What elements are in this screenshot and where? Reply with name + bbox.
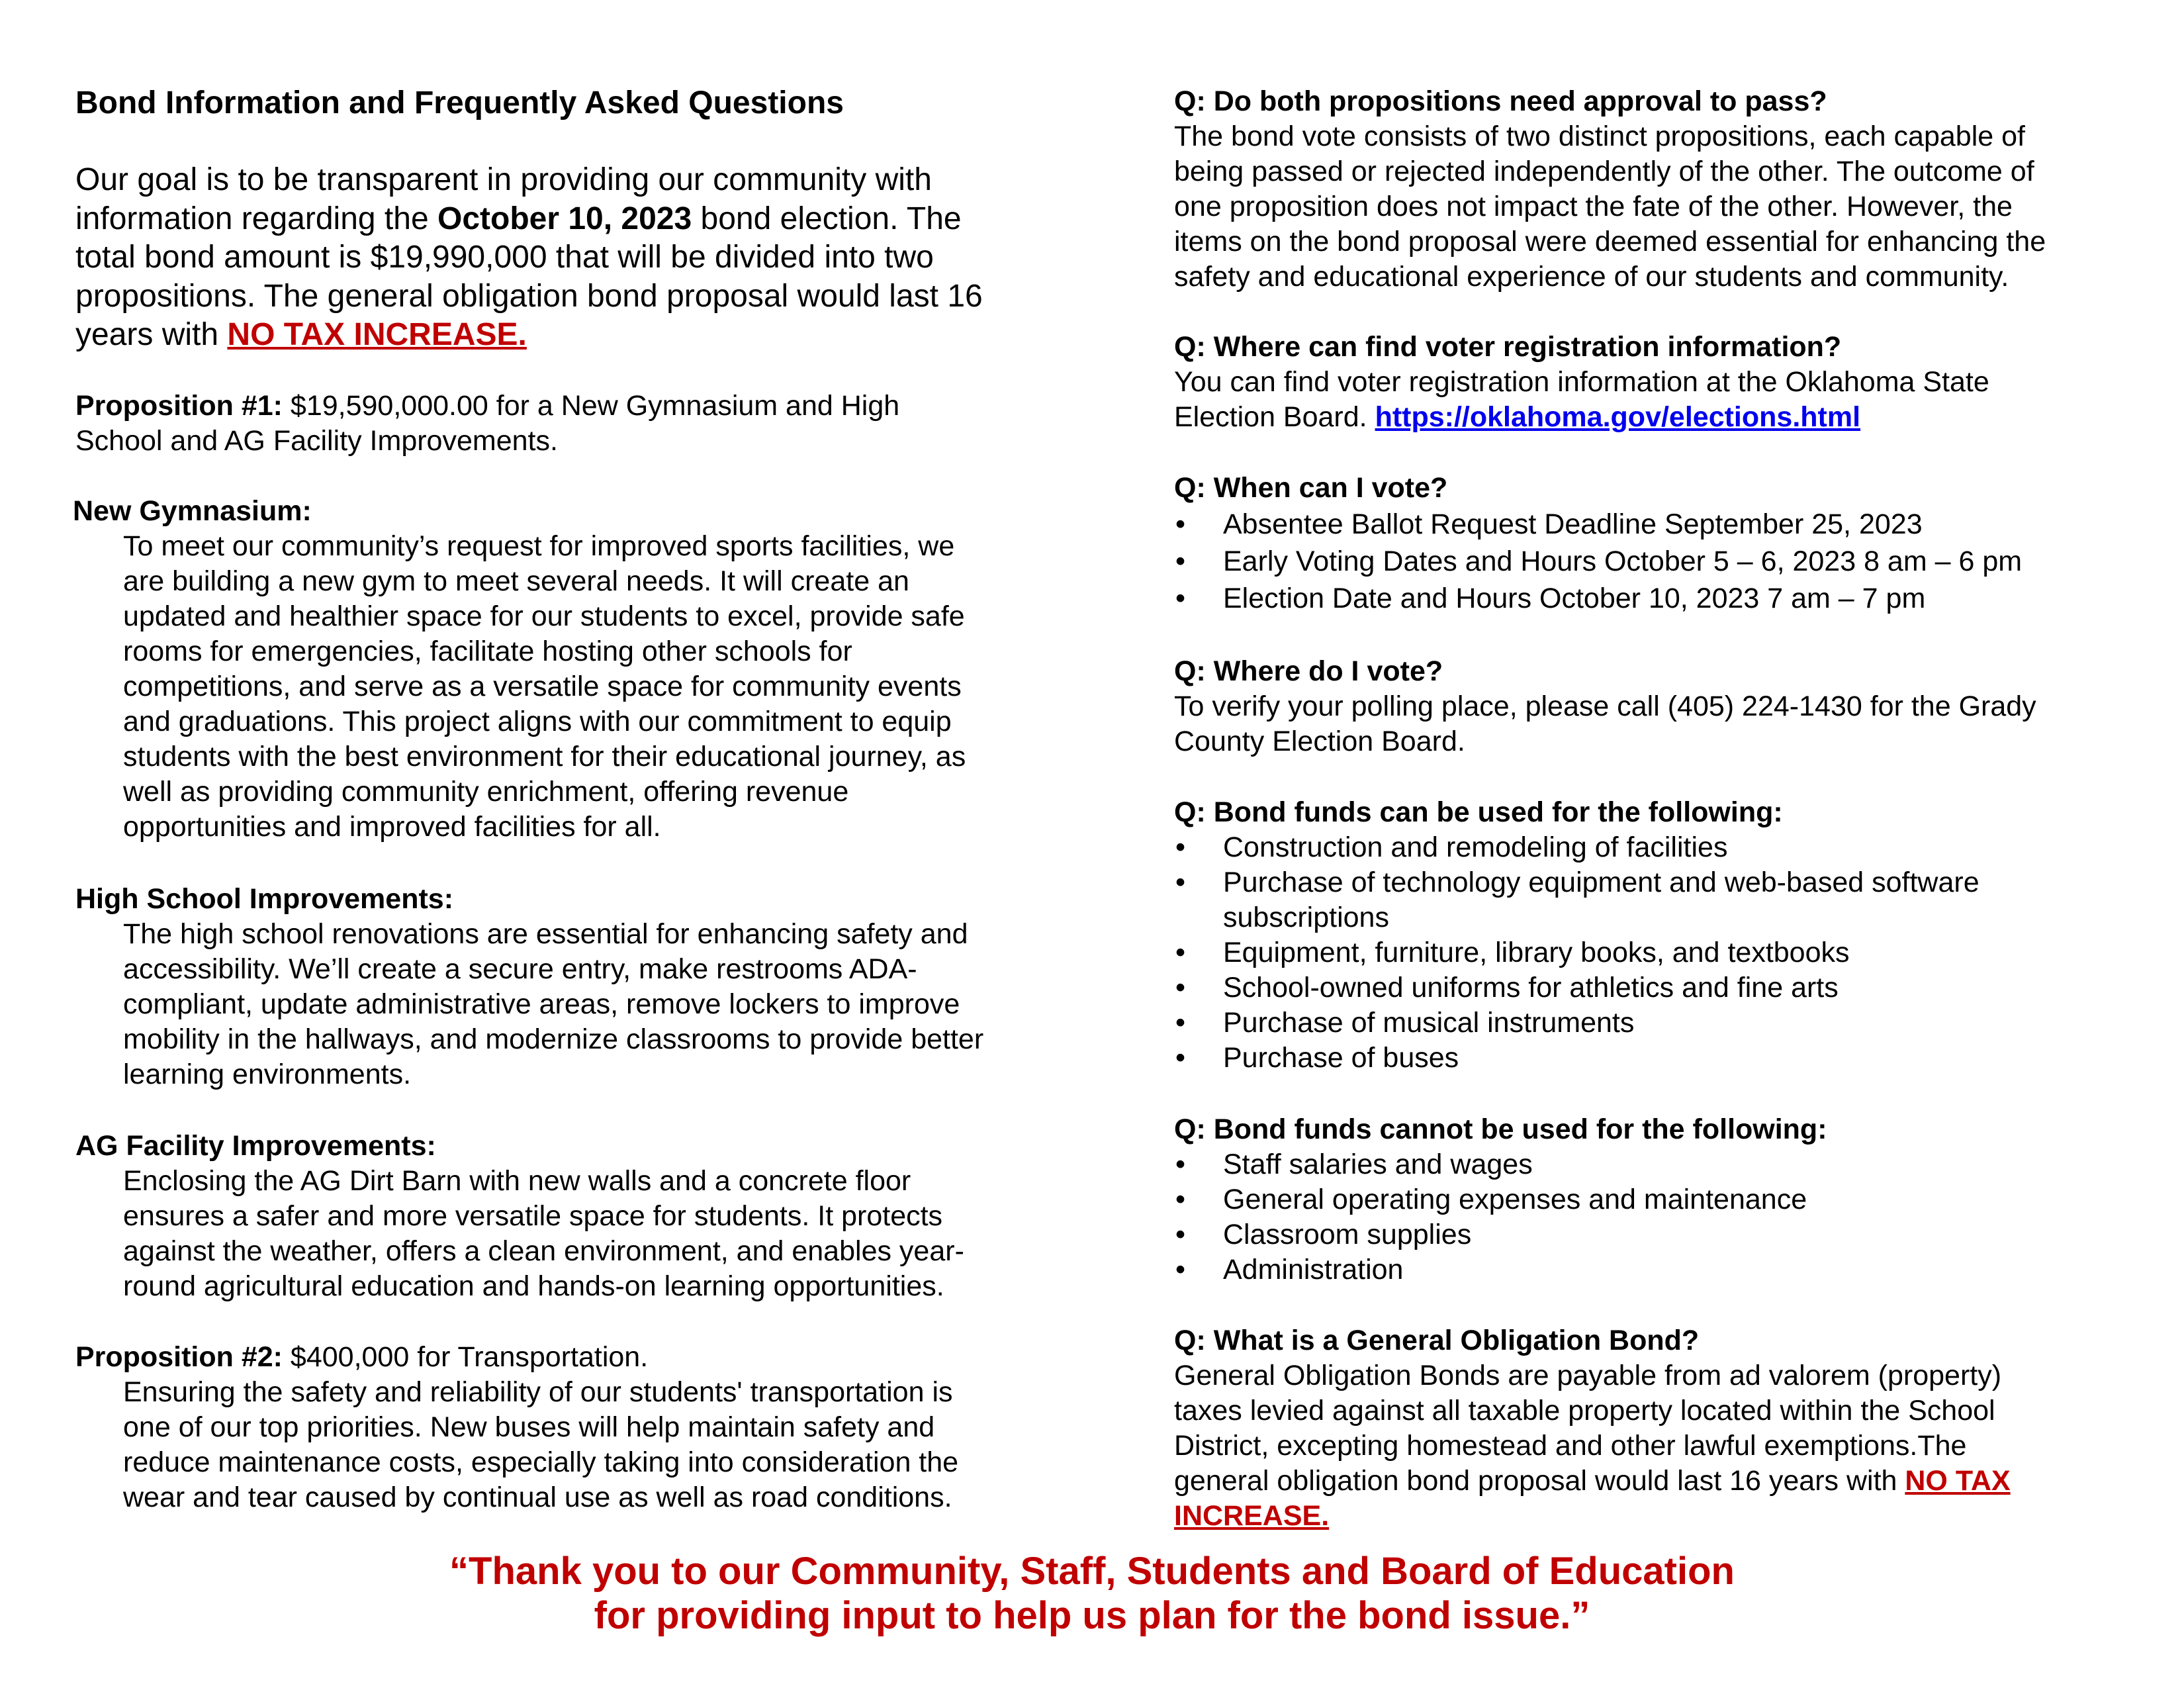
list-item: • Classroom supplies bbox=[1174, 1217, 2140, 1252]
thank-you-message: “Thank you to our Community, Staff, Students and Board of Education for providing input to help us plan for the bond issue.” bbox=[449, 1550, 1735, 1637]
faq-question: Q: Bond funds cannot be used for the following: bbox=[1174, 1113, 1827, 1145]
intro-line: years with NO TAX INCREASE. bbox=[75, 317, 527, 352]
faq-answer: To verify your polling place, please call (405) 224-1430 for the Grady County Election Board. bbox=[1174, 690, 2036, 757]
allowed-uses-list bbox=[1174, 830, 2140, 1076]
intro-line: total bond amount is $19,990,000 that will be divided into two bbox=[75, 240, 934, 275]
list-item: • School-owned uniforms for athletics and fine arts bbox=[1174, 970, 2140, 1006]
intro-line: information regarding the October 10, 2023 bond election. The bbox=[75, 201, 962, 236]
ag-facility-heading: AG Facility Improvements: bbox=[75, 1130, 436, 1162]
faq-answer: General Obligation Bonds are payable from ad valorem (property) taxes levied against all taxable property located within the School District, excepting homestead and other lawful exemptions.The general obligation bond proposal would last 16 years with NO TAX INCREASE. bbox=[1174, 1360, 2011, 1532]
no-tax-increase-notice: INCREASE. bbox=[1174, 1500, 1330, 1532]
proposition-1: Proposition #1: $19,590,000.00 for a New Gymnasium and High bbox=[75, 390, 900, 422]
list-item: • Construction and remodeling of facilities bbox=[1174, 830, 2140, 865]
no-tax-increase-notice: NO TAX bbox=[1905, 1465, 2011, 1497]
list-item: • Administration bbox=[1174, 1252, 2140, 1288]
voting-dates-list bbox=[1174, 507, 2140, 618]
proposition-1-line: School and AG Facility Improvements. bbox=[75, 425, 558, 457]
gymnasium-heading: New Gymnasium: bbox=[73, 495, 312, 527]
faq-question: Q: When can I vote? bbox=[1174, 472, 1448, 504]
list-item: • Purchase of musical instruments bbox=[1174, 1006, 2140, 1041]
faq-question: Q: Where can find voter registration information? bbox=[1174, 331, 1842, 363]
list-item: • Purchase of technology equipment and web-based software subscriptions bbox=[1174, 865, 2140, 935]
faq-answer: You can find voter registration information at the Oklahoma State Election Board. https://oklahoma.gov/elections.html bbox=[1174, 366, 1989, 433]
faq-question: Q: Do both propositions need approval to pass? bbox=[1174, 85, 1827, 117]
high-school-heading: High School Improvements: bbox=[75, 883, 454, 915]
list-item: • Purchase of buses bbox=[1174, 1041, 2140, 1076]
list-item: • General operating expenses and maintenance bbox=[1174, 1182, 2140, 1217]
high-school-text: The high school renovations are essential for enhancing safety and accessibility. We’ll create a secure entry, make restrooms ADA- compliant, update administrative areas, remove lockers to improve mobility in the hallways, and modernize classrooms to provide better learning environments. bbox=[123, 918, 984, 1090]
faq-question: Q: What is a General Obligation Bond? bbox=[1174, 1325, 1700, 1356]
document-title: Bond Information and Frequently Asked Questions bbox=[75, 85, 844, 120]
faq-question: Q: Bond funds can be used for the following: bbox=[1174, 796, 1783, 828]
no-tax-increase-notice: NO TAX INCREASE. bbox=[227, 317, 527, 352]
disallowed-uses-list bbox=[1174, 1147, 2140, 1288]
intro-line: propositions. The general obligation bond proposal would last 16 bbox=[75, 279, 983, 314]
list-item: • Absentee Ballot Request Deadline September 25, 2023 bbox=[1174, 507, 2140, 544]
proposition-2-label: Proposition #2: bbox=[75, 1341, 283, 1373]
list-item: • Staff salaries and wages bbox=[1174, 1147, 2140, 1182]
faq-answer: The bond vote consists of two distinct propositions, each capable of being passed or rejected independently of the other. The outcome of one proposition does not impact the fate of the other. However, the items on the bond proposal were deemed essential for enhancing the safety and educational experience of our students and community. bbox=[1174, 120, 2046, 293]
proposition-1-label: Proposition #1: bbox=[75, 390, 283, 422]
intro-line: Our goal is to be transparent in providing our community with bbox=[75, 162, 932, 197]
ag-facility-text: Enclosing the AG Dirt Barn with new walls and a concrete floor ensures a safer and more versatile space for students. It protects against the weather, offers a clean environment, and enables year- round agricultural education and hands-on learning opportunities. bbox=[123, 1165, 964, 1302]
list-item: • Early Voting Dates and Hours October 5 – 6, 2023 8 am – 6 pm bbox=[1174, 544, 2140, 581]
proposition-2: Proposition #2: $400,000 for Transportation. bbox=[75, 1341, 649, 1373]
proposition-2-text: Ensuring the safety and reliability of our students' transportation is one of our top priorities. New buses will help maintain safety and reduce maintenance costs, especially taking into consideration the wear and tear caused by continual use as well as road conditions. bbox=[123, 1376, 959, 1513]
election-date: October 10, 2023 bbox=[437, 201, 692, 236]
faq-question: Q: Where do I vote? bbox=[1174, 655, 1443, 687]
list-item: • Election Date and Hours October 10, 2023 7 am – 7 pm bbox=[1174, 581, 2140, 618]
gymnasium-text: To meet our community’s request for improved sports facilities, we are building a new gym to meet several needs. It will create an updated and healthier space for our students to excel, provide safe rooms for emergencies, facilitate hosting other schools for competitions, and serve as a versatile space for community events and graduations. This project aligns with our commitment to equip students with the best environment for their educational journey, as well as providing community enrichment, offering revenue opportunities and improved facilities for all. bbox=[123, 530, 966, 843]
elections-link[interactable]: https://oklahoma.gov/elections.html bbox=[1375, 401, 1861, 433]
list-item: • Equipment, furniture, library books, and textbooks bbox=[1174, 935, 2140, 970]
